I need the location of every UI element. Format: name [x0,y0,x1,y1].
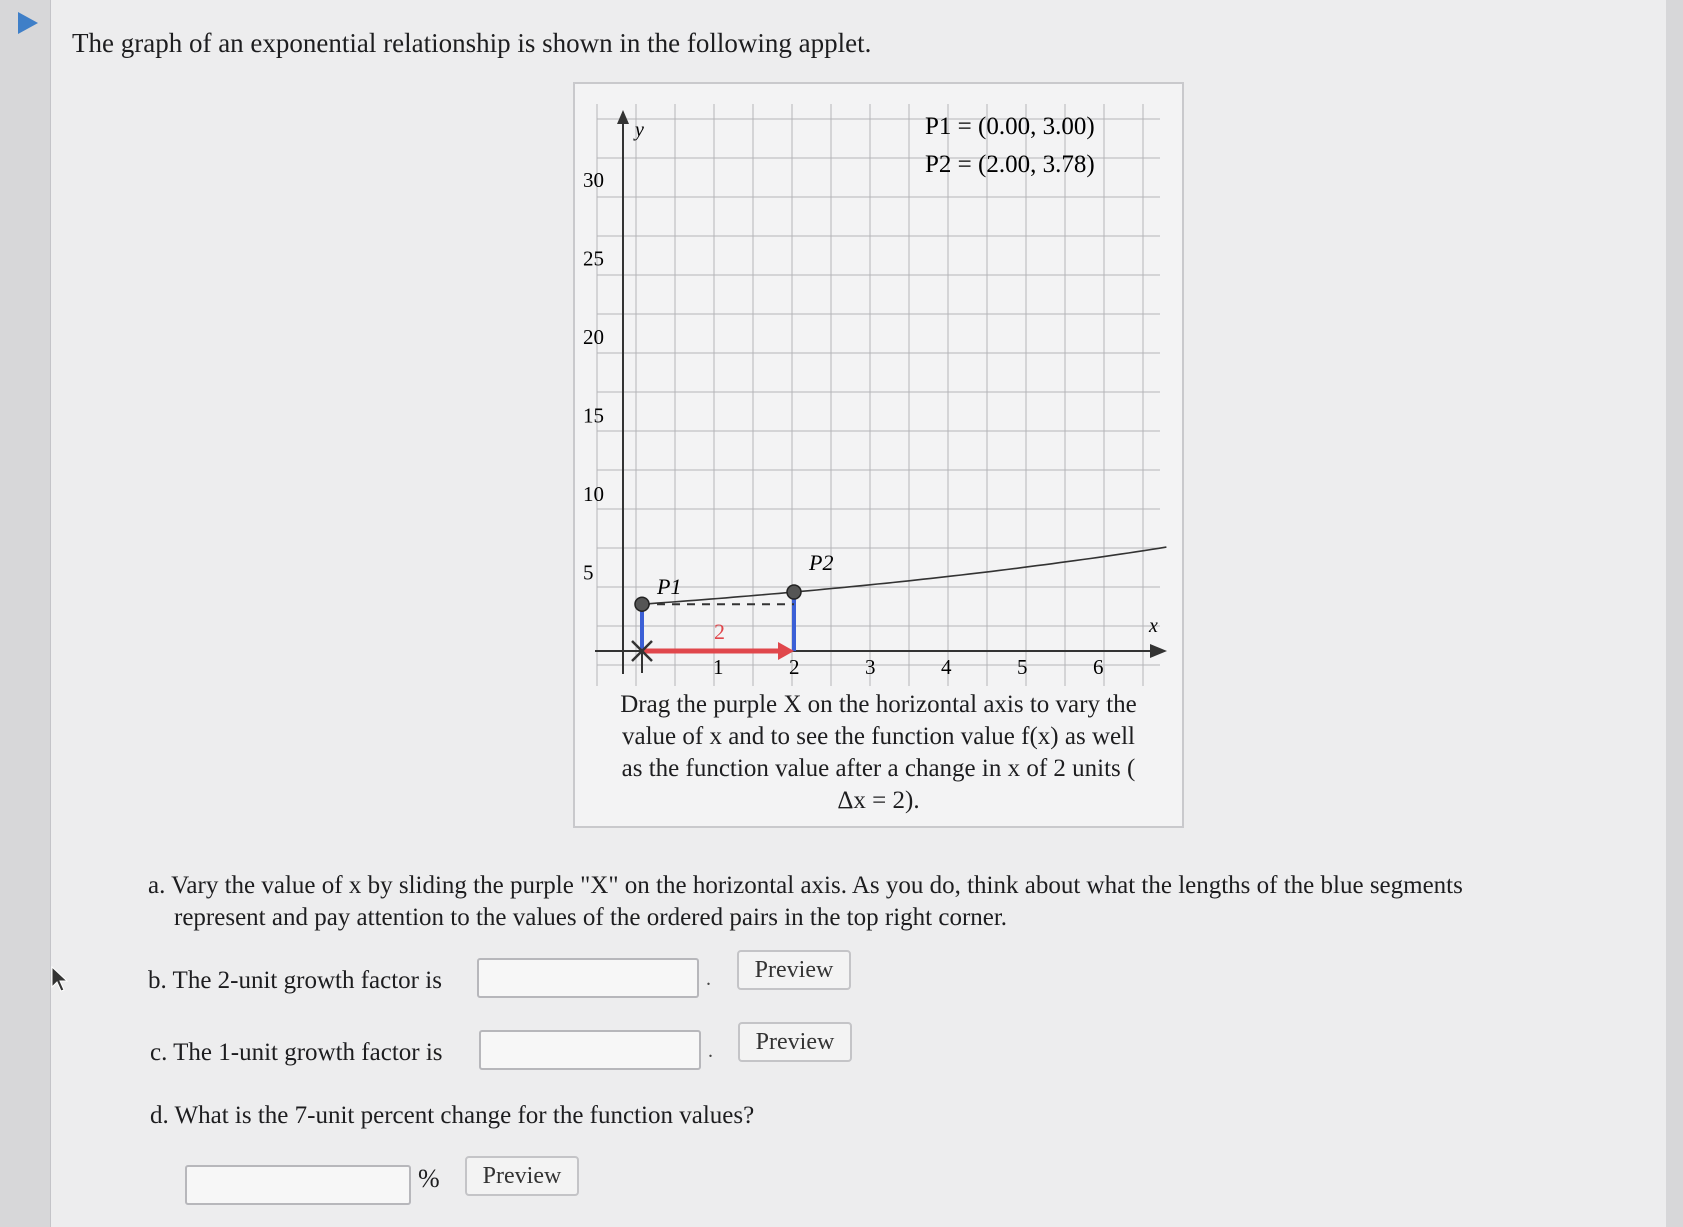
exponential-curve [642,547,1166,604]
percent-sign: % [418,1164,440,1193]
x-tick-label: 5 [1017,655,1028,679]
x-tick-label: 4 [941,655,952,679]
preview-button-d[interactable]: Preview [465,1156,579,1196]
delta-x-label: 2 [714,619,725,644]
graph-applet[interactable] [573,82,1184,828]
caption-line-3: as the function value after a change in x of 2 units ( [621,755,1136,782]
mouse-cursor-icon [50,965,72,993]
x-tick-label: 1 [713,655,724,679]
question-b-label: b. The 2-unit growth factor is [148,967,442,994]
intro-text: The graph of an exponential relationship is shown in the following applet. [72,28,872,58]
x-tick-label: 2 [789,655,800,679]
point-p2 [787,585,801,599]
y-tick-label: 15 [583,403,604,428]
point-p1 [635,597,649,611]
y-tick-label: 5 [583,560,594,585]
question-a [148,870,1463,934]
x-axis-arrow [1150,644,1167,658]
question-c-period: . [708,1040,713,1062]
play-icon[interactable] [18,12,38,34]
y-tick-label: 30 [583,168,604,192]
applet-caption [595,689,1162,817]
question-d-label: d. What is the 7-unit percent change for the function values? [150,1102,755,1129]
y-tick-label: 20 [583,325,604,349]
y-tick-label: 10 [583,482,604,506]
x-tick-label: 6 [1093,655,1104,679]
y-axis-arrow [617,110,629,124]
caption-line-4: Δx = 2). [837,787,920,814]
growth-factor-1-input[interactable] [479,1030,701,1070]
preview-button-c[interactable]: Preview [738,1022,852,1062]
y-axis-label: y [635,119,644,141]
y-tick-label: 25 [583,246,604,271]
point-p2-label: P2 [809,550,834,576]
question-b-period: . [706,968,711,990]
point-p1-label: P1 [657,574,682,600]
caption-line-1: Drag the purple X on the horizontal axis to vary the [620,691,1137,718]
percent-change-input[interactable] [185,1165,411,1205]
x-axis-label: x [1149,615,1158,637]
x-tick-label: 3 [865,655,876,679]
question-a-line-2: represent and pay attention to the values of the ordered pairs in the top right corner. [174,904,1008,931]
growth-factor-2-input[interactable] [477,958,699,998]
caption-line-2: value of x and to see the function value f(x) as well [621,723,1135,750]
p2-readout: P2 = (2.00, 3.78) [925,151,1095,178]
question-c-label: c. The 1-unit growth factor is [150,1039,443,1066]
p1-readout: P1 = (0.00, 3.00) [925,113,1095,140]
preview-button-b[interactable]: Preview [737,950,851,990]
question-a-line-1: a. Vary the value of x by sliding the purple "X" on the horizontal axis. As you do, think about what the lengths of the blue segments [148,872,1463,899]
